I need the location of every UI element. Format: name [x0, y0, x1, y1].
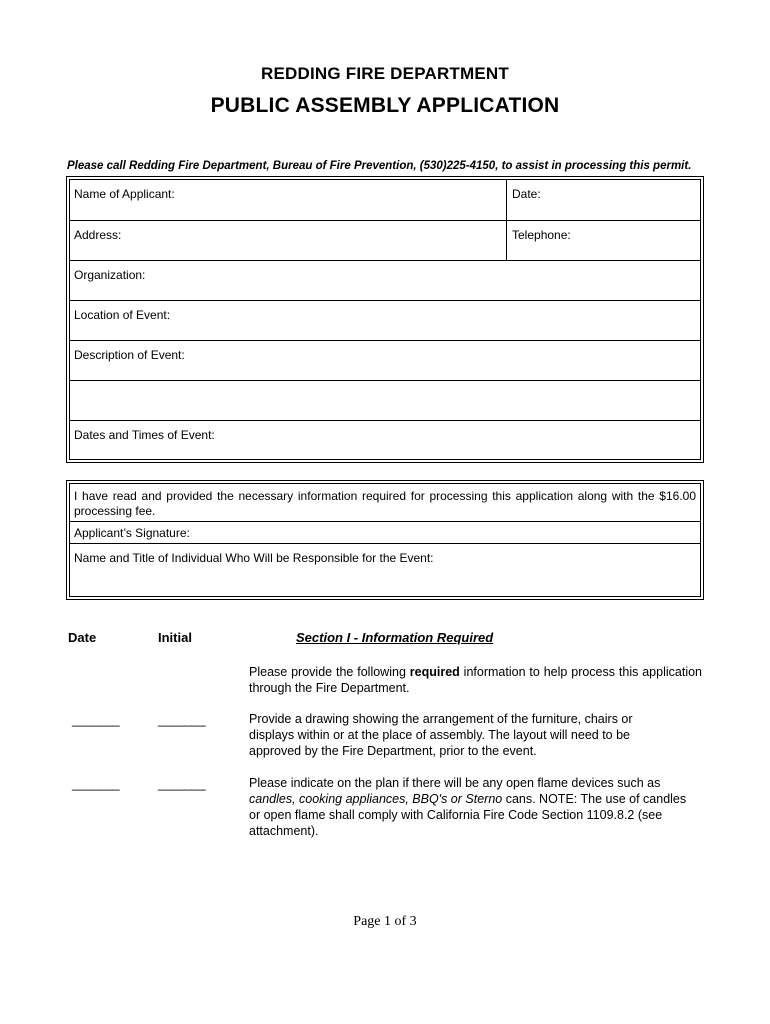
section-title: Section I - Information Required — [296, 630, 494, 645]
assistance-notice: Please call Redding Fire Department, Bureau of Fire Prevention, (530)225-4150, to assist in processing this permit. — [67, 160, 692, 172]
intro-text-end: information to help process this application through the Fire Department. — [249, 665, 702, 695]
item2-text-start: Please indicate on the plan if there will be any open flame devices such as — [249, 776, 661, 790]
name-date-row — [70, 180, 700, 221]
organization-field[interactable]: Organization: — [74, 268, 146, 282]
date-column-heading: Date — [68, 630, 97, 645]
description-row — [70, 341, 700, 381]
applicant-info-box — [66, 176, 704, 463]
column-divider — [506, 221, 507, 260]
item1-text: Provide a drawing showing the arrangement of the furniture, chairs or displays within or at the place of assembly. The layout will need to be approved by the Fire Department, prior to the event. — [249, 712, 633, 758]
item1-initial-blank[interactable]: _______ — [158, 712, 206, 727]
page-number: Page 1 of 3 — [353, 914, 417, 929]
item2-text — [249, 775, 699, 839]
location-of-event-field[interactable]: Location of Event: — [74, 308, 171, 322]
dates-times-row — [70, 421, 700, 461]
item2-initial-blank[interactable]: _______ — [158, 776, 206, 791]
certification-statement: I have read and provided the necessary information required for processing this application along with the $16.00 processing fee. — [74, 489, 696, 518]
telephone-field[interactable]: Telephone: — [512, 228, 571, 242]
responsible-person-field[interactable]: Name and Title of Individual Who Will be Responsible for the Event: — [74, 551, 434, 565]
signature-row — [70, 522, 700, 544]
item2-text-end: cans. NOTE: The use of candles or open flame shall comply with California Fire Code Section 1109.8.2 (see attachment). — [249, 792, 687, 838]
initial-column-heading: Initial — [158, 630, 192, 645]
applicant-signature-field[interactable]: Applicant’s Signature: — [74, 526, 190, 540]
certification-statement-row — [70, 484, 700, 522]
item2-date-blank[interactable]: _______ — [72, 776, 120, 791]
responsible-person-row — [70, 544, 700, 598]
location-row — [70, 301, 700, 341]
intro-text: Please provide the following — [249, 665, 410, 679]
address-field[interactable]: Address: — [74, 228, 122, 242]
name-of-applicant-field[interactable]: Name of Applicant: — [74, 187, 175, 201]
organization-row — [70, 261, 700, 301]
date-field[interactable]: Date: — [512, 187, 541, 201]
form-title: PUBLIC ASSEMBLY APPLICATION — [210, 94, 560, 117]
description-of-event-field[interactable]: Description of Event: — [74, 348, 185, 362]
certification-box — [66, 480, 704, 600]
description-continued-row[interactable] — [70, 381, 700, 421]
address-telephone-row — [70, 221, 700, 261]
open-flame-examples: candles, cooking appliances, BBQ's or Sterno — [249, 792, 503, 806]
required-emphasis: required — [409, 665, 460, 679]
column-divider — [506, 180, 507, 220]
department-heading: REDDING FIRE DEPARTMENT — [261, 64, 509, 83]
item1-date-blank[interactable]: _______ — [72, 712, 120, 727]
section-intro — [249, 664, 702, 696]
dates-and-times-field[interactable]: Dates and Times of Event: — [74, 428, 215, 442]
